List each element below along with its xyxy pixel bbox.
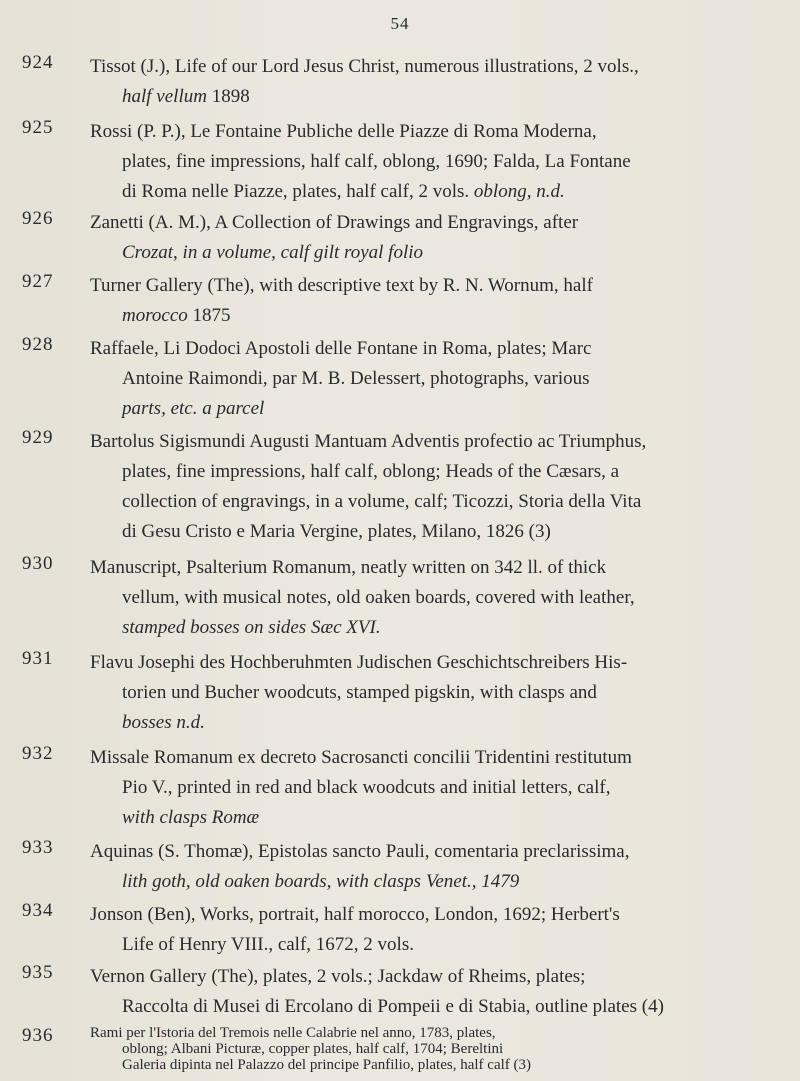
description-line: Rami per l'Istoria del Tremois nelle Calabrie nel anno, 1783, plates, bbox=[90, 1025, 496, 1041]
lot-description bbox=[90, 1025, 762, 1073]
description-line: di Gesu Cristo e Maria Vergine, plates, Milano, 1826 (3) bbox=[122, 521, 551, 542]
description-line: bosses n.d. bbox=[122, 712, 205, 733]
lot-place: Romæ bbox=[211, 807, 260, 828]
description-line: Manuscript, Psalterium Romanum, neatly written on 342 ll. of thick bbox=[90, 557, 607, 578]
page-number: 54 bbox=[390, 14, 410, 33]
description-line: Jonson (Ben), Works, portrait, half morocco, London, 1692; Herbert's bbox=[90, 904, 620, 925]
description-line: Rossi (P. P.), Le Fontaine Publiche delle Piazze di Roma Moderna, bbox=[90, 121, 597, 142]
lot-description bbox=[90, 271, 762, 331]
description-line: Galeria dipinta nel Palazzo del principe Panfilio, plates, half calf (3) bbox=[122, 1057, 532, 1073]
description-line: with clasps Romæ bbox=[122, 807, 260, 828]
lot-number: 930 bbox=[22, 553, 54, 574]
description-line: Aquinas (S. Thomæ), Epistolas sancto Pauli, comentaria preclarissima, bbox=[90, 841, 630, 862]
lot-format: oblong, n.d. bbox=[473, 181, 565, 202]
description-line: Flavu Josephi des Hochberuhmten Judischen Geschichtschreibers His- bbox=[90, 652, 628, 673]
lot-number: 926 bbox=[22, 208, 54, 229]
lot-description bbox=[90, 334, 762, 424]
lot-number: 929 bbox=[22, 427, 54, 448]
lot-description bbox=[90, 743, 762, 833]
lot-description bbox=[90, 427, 762, 547]
description-line: morocco 1875 bbox=[122, 305, 231, 326]
lot-number: 927 bbox=[22, 271, 54, 292]
description-line: Bartolus Sigismundi Augusti Mantuam Adventis profectio ac Triumphus, bbox=[90, 431, 647, 452]
lot-format: royal folio bbox=[344, 242, 424, 263]
description-line: half vellum 1898 bbox=[122, 86, 250, 107]
lot-number: 932 bbox=[22, 743, 54, 764]
lot-number: 931 bbox=[22, 648, 54, 669]
lot-description bbox=[90, 52, 762, 112]
lot-number: 925 bbox=[22, 117, 54, 138]
description-line: Vernon Gallery (The), plates, 2 vols.; Jackdaw of Rheims, plates; bbox=[90, 966, 586, 987]
lot-number: 936 bbox=[22, 1025, 54, 1046]
description-line: Raccolta di Musei di Ercolano di Pompeii e di Stabia, outline plates (4) bbox=[122, 996, 664, 1017]
description-line: lith goth, old oaken boards, with clasps Venet., 1479 bbox=[122, 871, 520, 892]
description-line: Crozat, in a volume, calf gilt royal folio bbox=[122, 242, 424, 263]
lot-number: 928 bbox=[22, 334, 54, 355]
description-line: plates, fine impressions, half calf, oblong, 1690; Falda, La Fontane bbox=[122, 151, 631, 172]
description-line: di Roma nelle Piazze, plates, half calf, 2 vols. oblong, n.d. bbox=[122, 181, 565, 202]
lot-description bbox=[90, 553, 762, 643]
description-line: Missale Romanum ex decreto Sacrosancti concilii Tridentini restitutum bbox=[90, 747, 632, 768]
lot-description bbox=[90, 117, 762, 207]
lot-date: Sæc XVI. bbox=[310, 617, 381, 638]
lot-format: a parcel bbox=[202, 398, 265, 419]
description-line: Zanetti (A. M.), A Collection of Drawings and Engravings, after bbox=[90, 212, 579, 233]
description-line: stamped bosses on sides Sæc XVI. bbox=[122, 617, 381, 638]
lot-date: 1875 bbox=[192, 305, 231, 326]
description-line: torien und Bucher woodcuts, stamped pigskin, with clasps and bbox=[122, 682, 597, 703]
lot-number: 924 bbox=[22, 52, 54, 73]
description-line: vellum, with musical notes, old oaken boards, covered with leather, bbox=[122, 587, 635, 608]
lot-description bbox=[90, 962, 762, 1022]
lot-date: n.d. bbox=[176, 712, 205, 733]
lot-description bbox=[90, 648, 762, 738]
description-line: Pio V., printed in red and black woodcuts and initial letters, calf, bbox=[122, 777, 611, 798]
description-line: plates, fine impressions, half calf, oblong; Heads of the Cæsars, a bbox=[122, 461, 620, 482]
description-line: Turner Gallery (The), with descriptive text by R. N. Wornum, half bbox=[90, 275, 593, 296]
lot-description bbox=[90, 837, 762, 897]
lot-number: 934 bbox=[22, 900, 54, 921]
lot-place: Venet., 1479 bbox=[425, 871, 520, 892]
lot-description bbox=[90, 208, 762, 268]
description-line: Tissot (J.), Life of our Lord Jesus Christ, numerous illustrations, 2 vols., bbox=[90, 56, 639, 77]
description-line: Life of Henry VIII., calf, 1672, 2 vols. bbox=[122, 934, 414, 955]
lot-number: 933 bbox=[22, 837, 54, 858]
description-line: oblong; Albani Picturæ, copper plates, half calf, 1704; Bereltini bbox=[122, 1041, 504, 1057]
lot-description bbox=[90, 900, 762, 960]
description-line: Raffaele, Li Dodoci Apostoli delle Fontane in Roma, plates; Marc bbox=[90, 338, 592, 359]
description-line: collection of engravings, in a volume, calf; Ticozzi, Storia della Vita bbox=[122, 491, 642, 512]
lot-number: 935 bbox=[22, 962, 54, 983]
description-line: Antoine Raimondi, par M. B. Delessert, photographs, various bbox=[122, 368, 590, 389]
lot-date: 1898 bbox=[211, 86, 250, 107]
description-line: parts, etc. a parcel bbox=[122, 398, 265, 419]
